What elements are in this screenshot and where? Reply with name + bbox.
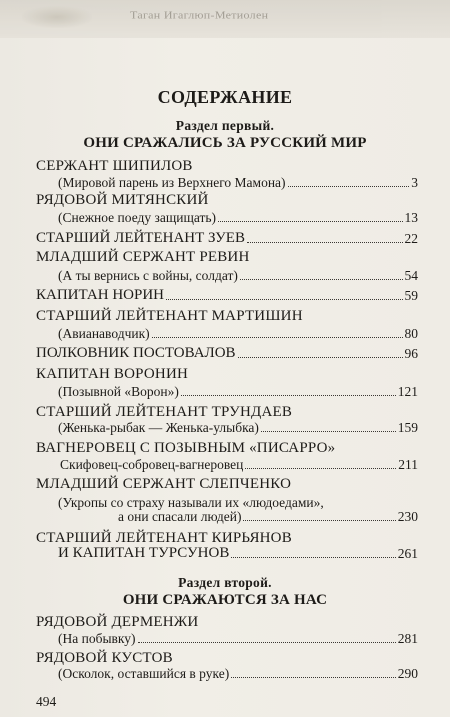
toc-entry-line — [36, 344, 418, 362]
dot-leader — [288, 185, 410, 187]
bleed-through-ornament — [22, 6, 92, 28]
dot-leader — [152, 336, 403, 338]
dot-leader — [247, 241, 403, 243]
toc-entry-line — [58, 629, 418, 647]
toc-entry-subtitle: (Укропы со страху называли их «людоедами», — [58, 495, 324, 510]
toc-page-number: 261 — [397, 546, 418, 561]
dot-leader — [138, 641, 396, 643]
toc-page-number: 80 — [404, 326, 418, 341]
dot-leader — [245, 467, 396, 469]
toc-entry-title: МЛАДШИЙ СЕРЖАНТ РЕВИН — [36, 249, 250, 265]
toc-entry-line — [58, 382, 418, 400]
toc-entry-title: РЯДОВОЙ ДЕРМЕНЖИ — [36, 614, 199, 630]
toc-page-number: 211 — [398, 457, 418, 472]
section-2-label: Раздел второй. — [178, 575, 272, 590]
toc-entry-title: РЯДОВОЙ КУСТОВ — [36, 650, 173, 666]
toc-entry-title: СТАРШИЙ ЛЕЙТЕНАНТ ЗУЕВ — [36, 230, 245, 246]
toc-entry-line — [36, 286, 418, 304]
toc-page-number: 96 — [404, 346, 418, 361]
toc-entry-line — [36, 229, 418, 247]
toc-entry-subtitle: (Мировой парень из Верхнего Мамона) — [58, 175, 286, 190]
toc-page-number: 230 — [397, 509, 418, 524]
toc-entry-subtitle: (Женька-рыбак — Женька-улыбка) — [58, 420, 259, 435]
toc-entry-title: КАПИТАН ВОРОНИН — [36, 366, 189, 382]
toc-entry-title: СТАРШИЙ ЛЕЙТЕНАНТ МАРТИШИН — [36, 308, 303, 324]
section-1-label: Раздел первый. — [175, 118, 275, 133]
toc-entry-subtitle: (Позывной «Ворон») — [58, 384, 179, 399]
toc-entry-title: СТАРШИЙ ЛЕЙТЕНАНТ КИРЬЯНОВ — [36, 530, 292, 546]
toc-entry-title: ВАГНЕРОВЕЦ С ПОЗЫВНЫМ «ПИСАРРО» — [36, 440, 336, 456]
bleed-through-running-head: Таган Игаглюп-Метиолен — [130, 9, 269, 22]
dot-leader — [231, 676, 396, 678]
toc-entry-line — [58, 173, 418, 191]
toc-entry-subtitle: (Осколок, оставшийся в руке) — [58, 666, 230, 681]
toc-page-number: 290 — [397, 666, 418, 681]
toc-entry-subtitle-continued: а они спасали людей) — [118, 509, 242, 524]
toc-page-number: 281 — [397, 631, 418, 646]
dot-leader — [218, 220, 402, 222]
page-number: 494 — [36, 694, 57, 709]
toc-entry-subtitle: (А ты вернись с войны, солдат) — [58, 268, 238, 283]
toc-entry-line — [58, 208, 418, 226]
toc-entry-subtitle: (На побывку) — [58, 631, 136, 646]
toc-entry-subtitle: Скифовец-собровец-вагнеровец — [60, 457, 244, 472]
section-1-title: ОНИ СРАЖАЛИСЬ ЗА РУССКИЙ МИР — [83, 135, 367, 151]
toc-entry-title-continued: И КАПИТАН ТУРСУНОВ — [58, 545, 230, 561]
dot-leader — [238, 356, 403, 358]
toc-entry-line — [58, 418, 418, 436]
toc-entry-subtitle: (Авианаводчик) — [58, 326, 150, 341]
bleed-through-header — [0, 0, 450, 38]
toc-entry-title: КАПИТАН НОРИН — [36, 287, 165, 303]
toc-entry-title: ПОЛКОВНИК ПОСТОВАЛОВ — [36, 345, 236, 361]
dot-leader — [261, 430, 396, 432]
toc-page-number: 3 — [411, 175, 418, 190]
toc-page-number: 159 — [397, 420, 418, 435]
toc-entry-title: СЕРЖАНТ ШИПИЛОВ — [36, 158, 193, 174]
toc-entry-title: МЛАДШИЙ СЕРЖАНТ СЛЕПЧЕНКО — [36, 476, 292, 492]
toc-entry-line — [58, 266, 418, 284]
toc-page-number: 59 — [404, 288, 418, 303]
toc-entry-line — [118, 507, 418, 525]
toc-page-number: 54 — [404, 268, 418, 283]
toc-entry-line — [58, 324, 418, 342]
dot-leader — [181, 394, 396, 396]
toc-page-number: 22 — [404, 231, 418, 246]
toc-entry-subtitle: (Снежное поеду защищать) — [58, 210, 217, 225]
section-2-title: ОНИ СРАЖАЮТСЯ ЗА НАС — [122, 592, 328, 608]
toc-entry-line — [58, 544, 418, 562]
toc-page-number: 13 — [404, 210, 418, 225]
toc-entry-line — [60, 455, 418, 473]
toc-entry-title: РЯДОВОЙ МИТЯНСКИЙ — [36, 192, 209, 208]
dot-leader — [243, 519, 395, 521]
toc-entry-line — [58, 664, 418, 682]
toc-page-number: 121 — [397, 384, 418, 399]
dot-leader — [166, 298, 402, 300]
dot-leader — [240, 278, 403, 280]
toc-entry-title: СТАРШИЙ ЛЕЙТЕНАНТ ТРУНДАЕВ — [36, 404, 293, 420]
contents-title: СОДЕРЖАНИЕ — [157, 87, 293, 107]
dot-leader — [231, 556, 395, 558]
